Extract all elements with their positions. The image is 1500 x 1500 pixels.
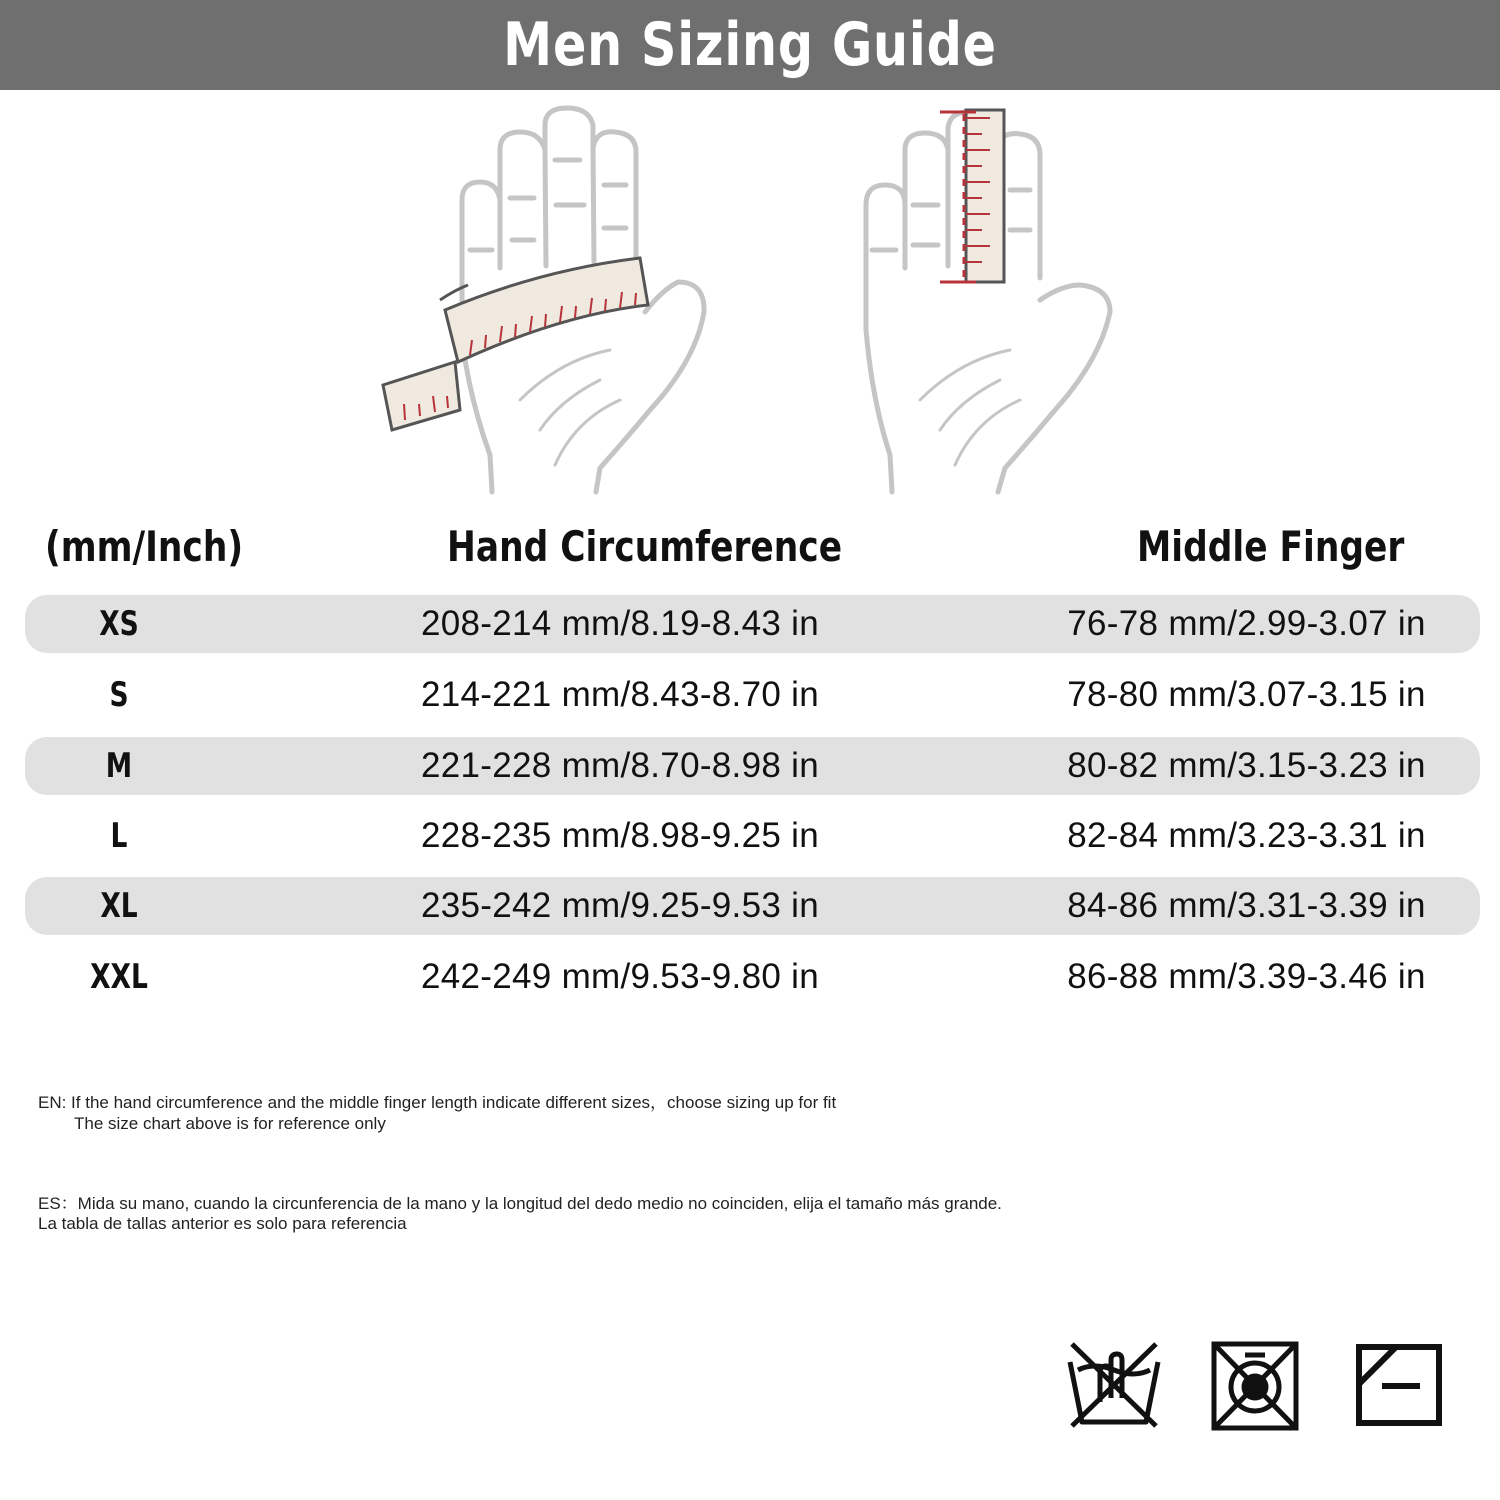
page-title: Men Sizing Guide: [503, 10, 997, 80]
hand-with-ruler-on-middle-finger-icon: [860, 100, 1120, 500]
hand-circumference-value: 214-221 mm/8.43-8.70 in: [421, 675, 819, 714]
size-label: M: [105, 746, 133, 786]
note-es-line1: ES：Mida su mano, cuando la circunferencia de la mano y la longitud del dedo medio no coinciden, elija el tamaño más grande.: [38, 1194, 1002, 1213]
note-en-line1: EN: If the hand circumference and the middle finger length indicate different sizes，choose sizing up for fit: [38, 1093, 837, 1112]
middle-finger-value: 78-80 mm/3.07-3.15 in: [1067, 675, 1426, 714]
hand-with-measuring-tape-icon: [370, 100, 720, 500]
note-en-line2: The size chart above is for reference only: [74, 1114, 386, 1133]
size-label: L: [110, 816, 128, 856]
middle-finger-value: 80-82 mm/3.15-3.23 in: [1067, 746, 1426, 785]
hand-circumference-value: 242-249 mm/9.53-9.80 in: [421, 957, 819, 996]
hand-circumference-header: Hand Circumference: [447, 522, 843, 571]
unit-header: (mm/Inch): [45, 522, 244, 571]
header-bar: [0, 0, 1500, 90]
table-row: [25, 595, 1480, 653]
dry-flat-in-shade-icon: [1356, 1344, 1442, 1426]
size-label: XXL: [90, 957, 148, 997]
size-label: XS: [99, 604, 139, 644]
size-label: XL: [100, 886, 138, 926]
middle-finger-value: 86-88 mm/3.39-3.46 in: [1067, 957, 1426, 996]
hand-circumference-value: 221-228 mm/8.70-8.98 in: [421, 746, 819, 785]
middle-finger-header: Middle Finger: [1137, 522, 1405, 571]
middle-finger-value: 82-84 mm/3.23-3.31 in: [1067, 816, 1426, 855]
table-row: [25, 737, 1480, 795]
hand-circumference-value: 235-242 mm/9.25-9.53 in: [421, 886, 819, 925]
note-es-line2: La tabla de tallas anterior es solo para referencia: [38, 1214, 407, 1233]
do-not-tumble-dry-icon: [1211, 1341, 1299, 1431]
middle-finger-value: 84-86 mm/3.31-3.39 in: [1067, 886, 1426, 925]
hand-circumference-value: 228-235 mm/8.98-9.25 in: [421, 816, 819, 855]
size-label: S: [109, 675, 129, 715]
table-row: [25, 948, 1480, 1006]
table-row: [25, 877, 1480, 935]
do-not-hand-wash-icon: [1064, 1340, 1164, 1428]
hand-circumference-value: 208-214 mm/8.19-8.43 in: [421, 604, 819, 643]
table-row: [25, 666, 1480, 724]
table-row: [25, 807, 1480, 865]
middle-finger-value: 76-78 mm/2.99-3.07 in: [1067, 604, 1426, 643]
